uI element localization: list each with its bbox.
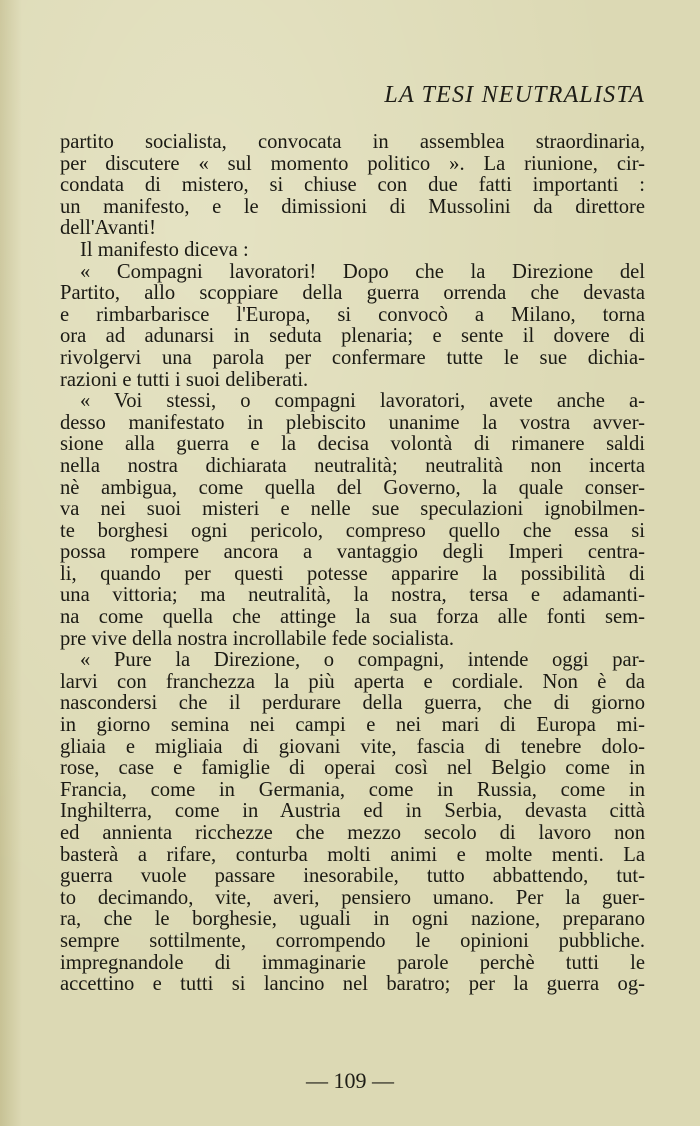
text-line: impregnandole di immaginarie parole perchè tutti le bbox=[60, 952, 645, 974]
text-line: te borghesi ogni pericolo, compreso quello che essa si bbox=[60, 520, 645, 542]
text-line: « Compagni lavoratori! Dopo che la Direzione del bbox=[80, 261, 645, 283]
text-line: to decimando, vite, averi, pensiero umano. Per la guer- bbox=[60, 887, 645, 909]
text-line: guerra vuole passare inesorabile, tutto abbattendo, tut- bbox=[60, 866, 645, 888]
text-line: nascondersi che il perdurare della guerra, che di giorno bbox=[60, 693, 645, 715]
text-line: Inghilterra, come in Austria ed in Serbia, devasta città bbox=[60, 801, 645, 823]
text-line: dell'Avanti! bbox=[60, 218, 156, 240]
text-line: ora ad adunarsi in seduta plenaria; e sente il dovere di bbox=[60, 326, 645, 348]
text-line: rose, case e famiglie di operai così nel Belgio come in bbox=[60, 758, 645, 780]
text-line: va nei suoi misteri e nelle sue speculazioni ignobilmen- bbox=[60, 499, 645, 521]
text-line: sione alla guerra e la decisa volontà di rimanere saldi bbox=[60, 434, 645, 456]
text-line: Il manifesto diceva : bbox=[80, 239, 249, 261]
text-line: ra, che le borghesie, uguali in ogni nazione, preparano bbox=[60, 909, 645, 931]
text-line: « Pure la Direzione, o compagni, intende oggi par- bbox=[80, 650, 645, 672]
text-line: ed annienta ricchezze che mezzo secolo di lavoro non bbox=[60, 823, 645, 844]
text-line: larvi con franchezza la più aperta e cordiale. Non è da bbox=[60, 671, 645, 693]
text-line: li, quando per questi potesse apparire la possibilità di bbox=[60, 563, 645, 585]
text-line: gliaia e migliaia di giovani vite, fascia di tenebre dolo- bbox=[60, 736, 645, 758]
text-line: « Voi stessi, o compagni lavoratori, avete anche a- bbox=[80, 391, 645, 413]
text-line: condata di mistero, si chiuse con due fatti importanti : bbox=[60, 175, 645, 197]
text-line: nè ambigua, come quella del Governo, la quale conser- bbox=[60, 477, 645, 499]
page-number: — 109 — bbox=[306, 1068, 394, 1093]
text-line: un manifesto, e le dimissioni di Mussolini da direttore bbox=[60, 196, 645, 218]
text-line: rivolgervi una parola per confermare tutte le sue dichia- bbox=[60, 347, 645, 369]
text-line: desso manifestato in plebiscito unanime la vostra avver- bbox=[60, 412, 645, 434]
text-line: in giorno semina nei campi e nei mari di Europa mi- bbox=[60, 715, 645, 737]
text-line: Francia, come in Germania, come in Russia, come in bbox=[60, 779, 645, 801]
text-line: accettino e tutti si lancino nel baratro; per la guerra og- bbox=[60, 974, 645, 996]
text-line: una vittoria; ma neutralità, la nostra, tersa e adamanti- bbox=[60, 585, 645, 607]
text-line: razioni e tutti i suoi deliberati. bbox=[60, 369, 309, 391]
text-line: nella nostra dichiarata neutralità; neutralità non incerta bbox=[60, 455, 645, 477]
text-line: e rimbarbarisce l'Europa, si convocò a Milano, torna bbox=[60, 304, 645, 326]
running-header: LA TESI NEUTRALISTA bbox=[384, 82, 645, 108]
body-text bbox=[60, 132, 645, 996]
text-line: sempre sottilmente, corrompendo le opinioni pubbliche. bbox=[60, 930, 645, 952]
text-line: pre vive della nostra incrollabile fede socialista. bbox=[60, 628, 454, 650]
text-line: per discutere « sul momento politico ». La riunione, cir- bbox=[60, 153, 645, 175]
text-line: na come quella che attinge la sua forza alle fonti sem- bbox=[60, 607, 645, 629]
text-line: Partito, allo scoppiare della guerra orrenda che devasta bbox=[60, 283, 645, 305]
text-line: possa rompere ancora a vantaggio degli Imperi centra- bbox=[60, 542, 645, 564]
text-line: basterà a rifare, conturba molti animi e molte menti. La bbox=[60, 844, 645, 866]
text-line: partito socialista, convocata in assemblea straordinaria, bbox=[60, 132, 645, 153]
